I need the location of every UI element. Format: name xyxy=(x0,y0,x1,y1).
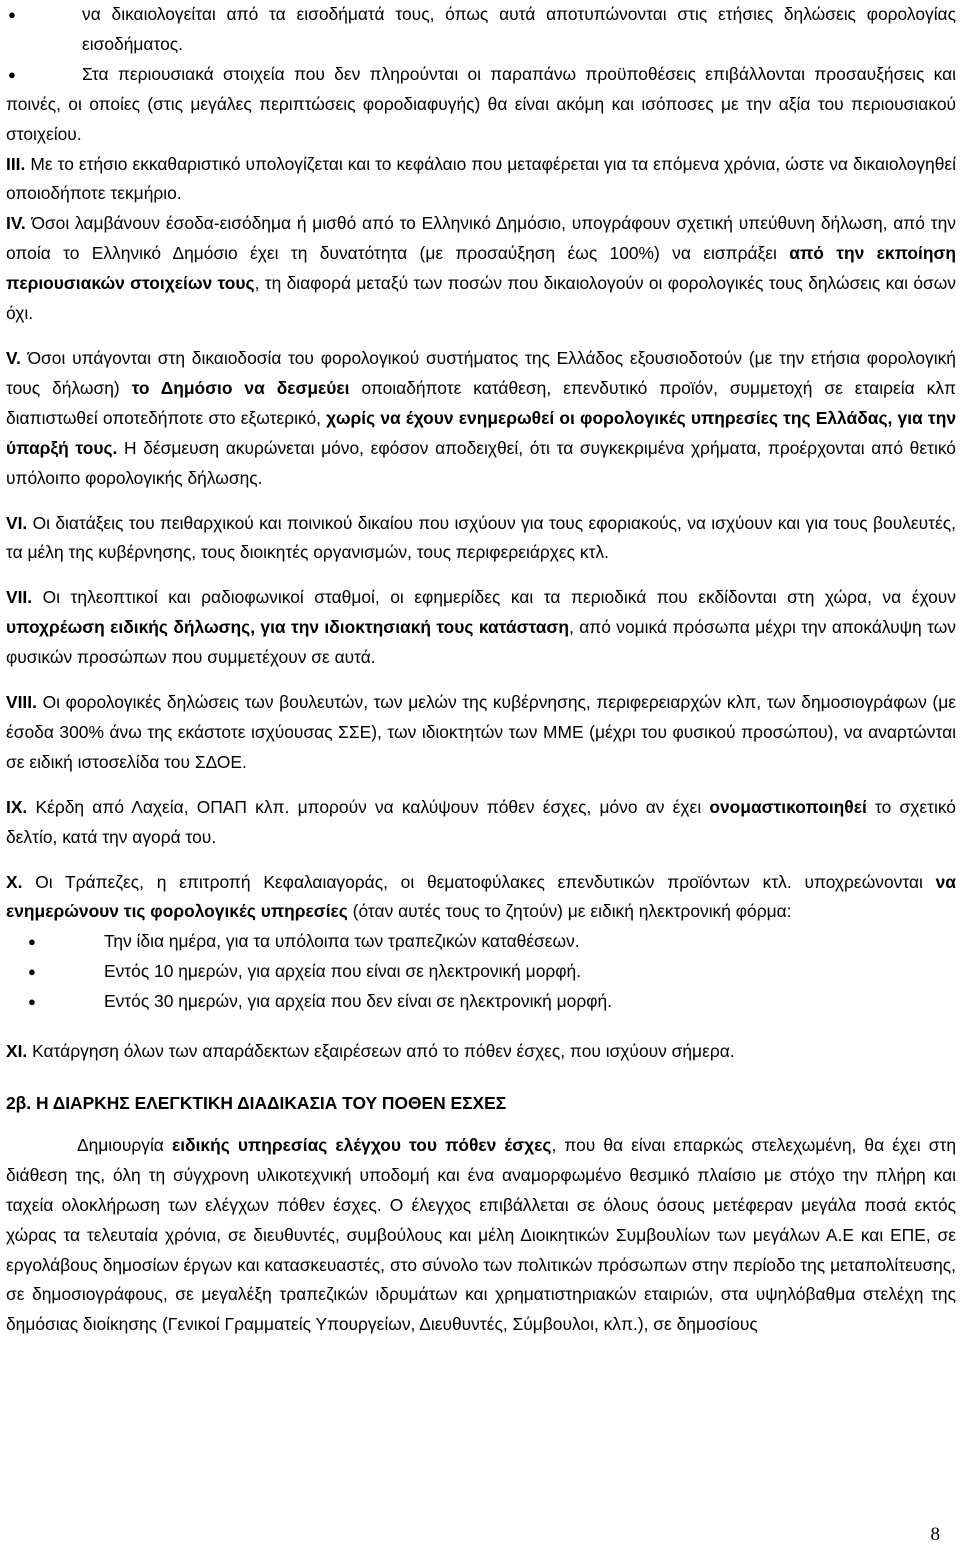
bullet-paragraph: ● Στα περιουσιακά στοιχεία που δεν πληρούνται οι παραπάνω προϋποθέσεις επιβάλλονται προσαυξήσεις και ποινές, οι οποίες (στις μεγάλες περιπτώσεις φοροδιαφυγής) θα είναι ακόμη και ισόποσες με την αξία του περιουσιακού στοιχείου. xyxy=(6,60,956,150)
section-v: V. Όσοι υπάγονται στη δικαιοδοσία του φορολογικού συστήματος της Ελλάδος εξουσιοδοτούν (με την ετήσια φορολογική τους δήλωση) το Δημόσιο να δεσμεύει οποιαδήποτε κατάθεση, επενδυτικό προϊόν, συμμετοχή σε εταιρεία κλπ διαπιστωθεί οποτεδήποτε στο εξωτερικό, χωρίς να έχουν ενημερωθεί οι φορολογικές υπηρεσίες της Ελλάδας, για την ύπαρξή τους. Η δέσμευση ακυρώνεται μόνο, εφόσον αποδειχθεί, ότι τα συγκεκριμένα χρήματα, προέρχονται από θετικό υπόλοιπο φορολογικής δήλωσης. xyxy=(6,347,956,488)
section-vi: VI. Οι διατάξεις του πειθαρχικού και ποινικού δικαίου που ισχύουν για τους εφοριακούς, να ισχύουν και για τους βουλευτές, τα μέλη της κυβέρνησης, τους διοικητές οργανισμών, τους περιφερειάρχες κτλ. xyxy=(6,512,956,563)
final-paragraph: Δημιουργία ειδικής υπηρεσίας ελέγχου του πόθεν έσχες, που θα είναι επαρκώς στελεχωμένη, θα έχει στη διάθεση της, όλη τη σύγχρονη υλικοτεχνική υποδομή και ένα αναμορφωμένο θεσμικό πλαίσιο με στόχο την πλήρη και ταχεία ολοκλήρωση των ελέγχων πόθεν έσχες. Ο έλεγχος επιβάλλεται σε όλους όσους μετέφεραν μεγάλα ποσά εκτός χώρας τα τελευταία χρόνια, σε διευθυντές, συμβούλους και μέλη Διοικητικών Συμβουλίων των μεγάλων Α.Ε και ΕΠΕ, σε εργολάβους δημοσίων έργων και κατασκευαστές, στο σύνολο των πολιτικών πρόσωπων στην περίοδο της μεταπολίτευσης, σε δημοσιογράφους, σε μεγαλέξη τραπεζικών ιδρυμάτων και χρηματιστηριακών εταιριών, στα υψηλόβαθμα στελέχη της δημόσιας διοίκησης (Γενικοί Γραμματείς Υπουργείων, Διευθυντές, Σύμβουλοι, κλπ.), σε δημοσίους xyxy=(6,1134,956,1335)
page-number: 8 xyxy=(930,1524,940,1545)
list-item: ● Την ίδια ημέρα, για τα υπόλοιπα των τραπεζικών καταθέσεων. xyxy=(104,927,956,957)
section-heading: 2β. Η ΔΙΑΡΚΗΣ ΕΛΕΓΚΤΙΚΗ ΔΙΑΔΙΚΑΣΙΑ ΤΟΥ ΠΟΘΕΝ ΕΣΧΕΣ xyxy=(6,1093,507,1113)
list-item: ● Εντός 10 ημερών, για αρχεία που είναι σε ηλεκτρονική μορφή. xyxy=(104,957,956,987)
section-iii: III. Με το ετήσιο εκκαθαριστικό υπολογίζεται και το κεφάλαιο που μεταφέρεται για τα επόμενα χρόνια, ώστε να δικαιολογηθεί οποιοδήποτε τεκμήριο. xyxy=(6,153,956,204)
section-xi: XI. Κατάργηση όλων των απαράδεκτων εξαιρέσεων από το πόθεν έσχες, που ισχύουν σήμερα. xyxy=(6,1041,735,1062)
section-x: X. Οι Τράπεζες, η επιτροπή Κεφαλαιαγοράς, οι θεματοφύλακες επενδυτικών προϊόντων κτλ. υποχρεώνονται να ενημερώνουν τις φορολογικές υπηρεσίες (όταν αυτές τους το ζητούν) με ειδική ηλεκτρονική φόρμα: xyxy=(6,871,956,922)
bullet-paragraph: ● να δικαιολογείται από τα εισοδήματά τους, όπως αυτά αποτυπώνονται στις ετήσιες δηλώσεις φορολογίας εισοδήματος. xyxy=(6,0,956,60)
bullet-icon: ● xyxy=(28,964,36,980)
document-page xyxy=(6,0,956,1340)
section-iv: IV. Όσοι λαμβάνουν έσοδα-εισόδημα ή μισθό από το Ελληνικό Δημόσιο, υπογράφουν σχετική υπεύθυνη δήλωση, από την οποία το Ελληνικό Δημόσιο έχει τη δυνατότητα (με προσαύξηση έως 100%) να εισπράξει από την εκποίηση περιουσιακών στοιχείων τους, τη διαφορά μεταξύ των ποσών που δικαιολογούν οι φορολογικές τους δηλώσεις και όσων όχι. xyxy=(6,213,956,324)
section-vii: VII. Οι τηλεοπτικοί και ραδιοφωνικοί σταθμοί, οι εφημερίδες και τα περιοδικά που εκδίδονται στη χώρα, να έχουν υποχρέωση ειδικής δήλωσης, για την ιδιοκτησιακή τους κατάσταση, από νομικά πρόσωπα μέχρι την αποκάλυψη των φυσικών προσώπων που συμμετέχουν σε αυτά. xyxy=(6,587,956,668)
bullet-icon: ● xyxy=(8,7,16,22)
bullet-icon: ● xyxy=(28,994,36,1010)
bullet-list xyxy=(6,927,956,1017)
section-ix: IX. Κέρδη από Λαχεία, ΟΠΑΠ κλπ. μπορούν να καλύψουν πόθεν έσχες, μόνο αν έχει ονομαστικοποιηθεί το σχετικό δελτίο, κατά την αγορά του. xyxy=(6,796,956,847)
bullet-icon: ● xyxy=(8,66,16,82)
section-viii: VIII. Οι φορολογικές δηλώσεις των βουλευτών, των μελών της κυβέρνησης, περιφερειαρχών κλπ, των δημοσιογράφων (με έσοδα 300% άνω της εκάστοτε ισχύουσας ΣΣΕ), των ιδιοκτητών των ΜΜΕ (μέχρι του φυσικού προσώπου), να αναρτώνται σε ειδική ιστοσελίδα του ΣΔΟΕ. xyxy=(6,692,956,772)
list-item: ● Εντός 30 ημερών, για αρχεία που δεν είναι σε ηλεκτρονική μορφή. xyxy=(104,987,956,1017)
bullet-icon: ● xyxy=(28,934,36,950)
